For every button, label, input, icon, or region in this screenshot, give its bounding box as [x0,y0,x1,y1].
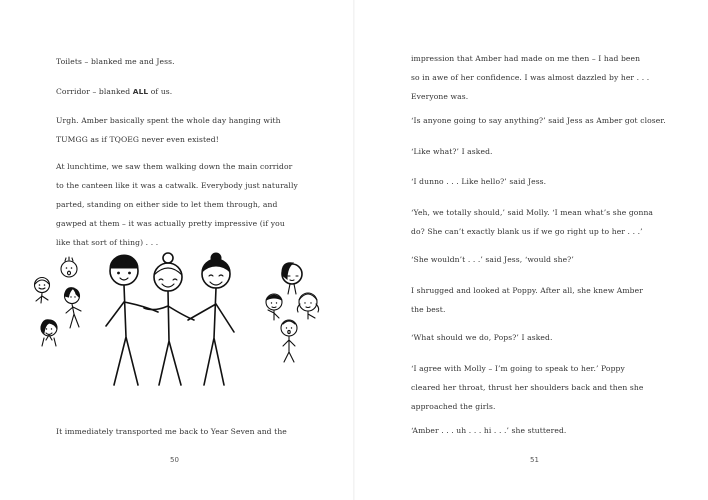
stick-figure-girls-walking-down-corridor-icon [20,240,340,410]
text-line: I shrugged and looked at Poppy. After all, she knew Amber [411,286,643,295]
text-line: impression that Amber had made on me then – I had been [411,54,641,63]
text-line: ‘Yeh, we totally should,’ said Molly. ‘I mean what’s she gonna [411,208,654,217]
paragraph-impression [411,49,649,106]
paragraph-urgh [56,111,281,149]
text-line: ‘Amber . . . uh . . . hi . . .’ she stuttered. [411,426,567,435]
text-line: ‘Is anyone going to say anything?’ said Jess as Amber got closer. [411,116,666,125]
paragraph-toilets [56,52,175,71]
text-line: ‘What should we do, Pops?’ I asked. [411,333,553,342]
girl-figure-left [106,255,158,385]
paragraph-dialogue [411,328,552,347]
paragraph-dialogue [411,250,574,269]
bystander-figure [65,288,82,328]
paragraph-narration [411,281,643,319]
bystander-figure [41,320,57,346]
text-line: ‘Like what?’ I asked. [411,147,493,156]
text-line: ‘I agree with Molly – I’m going to speak to her.’ Poppy [411,364,625,373]
paragraph-year-seven [56,422,287,441]
text-line: ‘I dunno . . . Like hello?’ said Jess. [411,177,547,186]
text-line: At lunchtime, we saw them walking down the main corridor [56,162,293,171]
girl-figure-right [188,253,234,385]
illustration-svg [20,240,340,410]
page-number-right: 51 [530,456,539,464]
text-line: like that sort of thing) . . . [56,238,159,247]
text-line: to the canteen like it was a catwalk. Everybody just naturally [56,181,298,190]
bystander-figure [266,294,282,320]
bystander-figure [282,263,302,294]
text-line: TUMGG as if TQOEG never even existed! [56,135,219,144]
paragraph-dialogue [411,142,493,161]
paragraph-dialogue [411,203,653,241]
text-line: so in awe of her confidence. I was almost dazzled by her . . . [411,73,650,82]
paragraph-dialogue [411,111,666,130]
emphasized-all: ALL [132,87,149,96]
paragraph-dialogue [411,421,566,440]
paragraph-dialogue [411,172,546,191]
bystander-figure [297,293,318,319]
page-number-left: 50 [170,456,179,464]
text-line: of us. [148,87,173,96]
paragraph-lunchtime [56,157,298,252]
text-line: Toilets – blanked me and Jess. [56,57,175,66]
text-line: ‘She wouldn’t . . .’ said Jess, ‘would she?’ [411,255,574,264]
text-line: approached the girls. [411,402,496,411]
text-line: do? She can’t exactly blank us if we go right up to her . . .’ [411,227,643,236]
bystander-figure [35,278,50,304]
text-line: It immediately transported me back to Year Seven and the [56,427,287,436]
text-line: parted, standing on either side to let them through, and [56,200,278,209]
paragraph-corridor [56,82,172,101]
girl-figure-center [144,253,194,385]
text-line: cleared her throat, thrust her shoulders back and then she [411,383,644,392]
text-line: Urgh. Amber basically spent the whole day hanging with [56,116,281,125]
bystander-figure [61,257,77,277]
text-line: Corridor – blanked [56,87,133,96]
right-page [354,0,708,500]
bystander-figure [281,320,297,362]
text-line: Everyone was. [411,92,469,101]
text-line: gawped at them – it was actually pretty impressive (if you [56,219,285,228]
text-line: the best. [411,305,446,314]
paragraph-dialogue [411,359,643,416]
